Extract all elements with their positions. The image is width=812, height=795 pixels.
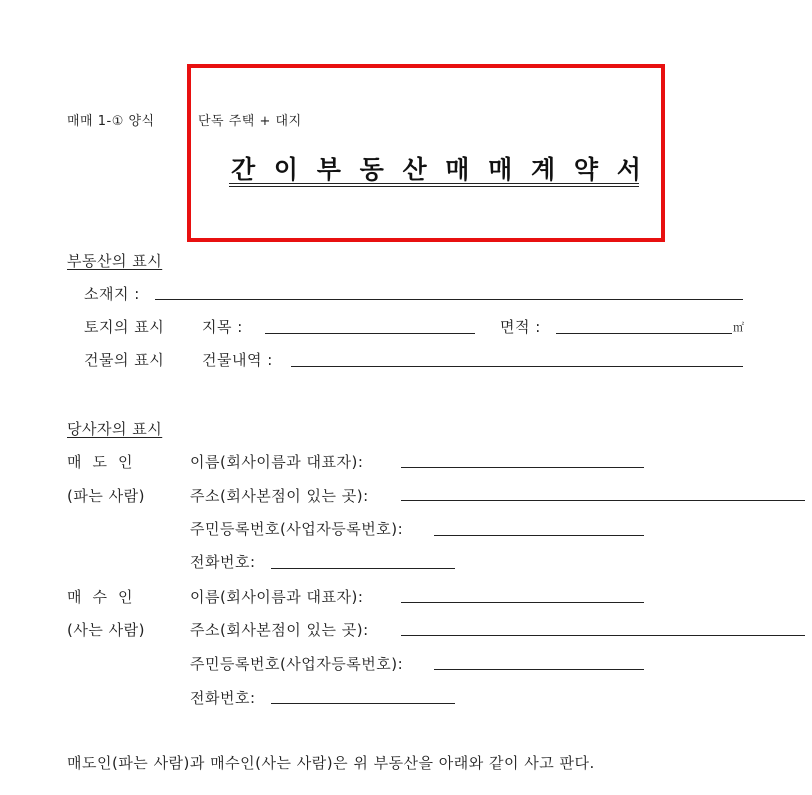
buyer-address-field-line[interactable] — [401, 635, 805, 636]
seller-address-field-line[interactable] — [401, 500, 805, 501]
location-label: 소재지 : — [84, 285, 140, 303]
property-heading: 부동산의 표시 — [67, 252, 163, 270]
title-char: 약 — [573, 155, 599, 184]
title-char: 매 — [488, 155, 513, 184]
land-category-field-line[interactable] — [265, 333, 475, 334]
seller-name-field-line[interactable] — [401, 467, 644, 468]
area-unit: ㎡ — [733, 321, 744, 334]
seller-name-label: 이름(회사이름과 대표자): — [190, 453, 364, 471]
form-type: 단독 주택 + 대지 — [198, 114, 302, 129]
buyer-id-label: 주민등록번호(사업자등록번호): — [190, 655, 404, 673]
building-label: 건물의 표시 — [84, 351, 165, 369]
seller-phone-field-line[interactable] — [271, 568, 455, 569]
building-detail-field-line[interactable] — [291, 366, 743, 367]
area-label: 면적 : — [500, 318, 541, 336]
buyer-label: 매 수 인 — [67, 588, 134, 606]
buyer-phone-label: 전화번호: — [190, 689, 256, 707]
parties-heading: 당사자의 표시 — [67, 420, 163, 438]
form-label: 매매 1-① 양식 — [67, 114, 155, 129]
area-field-line[interactable] — [556, 333, 732, 334]
buyer-address-label: 주소(회사본점이 있는 곳): — [190, 621, 369, 639]
seller-sub-label: (파는 사람) — [67, 487, 145, 505]
contract-statement: 매도인(파는 사람)과 매수인(사는 사람)은 위 부동산을 아래와 같이 사고 판다. — [67, 754, 595, 772]
title-char: 이 — [273, 155, 299, 184]
title-char: 간 — [231, 155, 256, 184]
contract-title — [231, 150, 641, 186]
buyer-phone-field-line[interactable] — [271, 703, 455, 704]
title-char: 매 — [445, 155, 470, 184]
land-label: 토지의 표시 — [84, 318, 165, 336]
title-underline-bottom — [229, 186, 639, 187]
location-field-line[interactable] — [155, 299, 743, 300]
title-char: 동 — [359, 155, 384, 184]
title-char: 산 — [402, 155, 427, 184]
building-detail-label: 건물내역 : — [202, 351, 273, 369]
buyer-name-field-line[interactable] — [401, 602, 644, 603]
title-underline-top — [229, 183, 639, 184]
title-char: 서 — [616, 155, 641, 184]
title-char: 계 — [531, 155, 556, 184]
seller-label: 매 도 인 — [67, 453, 134, 471]
seller-id-field-line[interactable] — [434, 535, 644, 536]
buyer-id-field-line[interactable] — [434, 669, 644, 670]
seller-id-label: 주민등록번호(사업자등록번호): — [190, 520, 404, 538]
buyer-sub-label: (사는 사람) — [67, 621, 145, 639]
seller-address-label: 주소(회사본점이 있는 곳): — [190, 487, 369, 505]
title-char: 부 — [316, 155, 341, 184]
buyer-name-label: 이름(회사이름과 대표자): — [190, 588, 364, 606]
seller-phone-label: 전화번호: — [190, 553, 256, 571]
land-category-label: 지목 : — [202, 318, 243, 336]
